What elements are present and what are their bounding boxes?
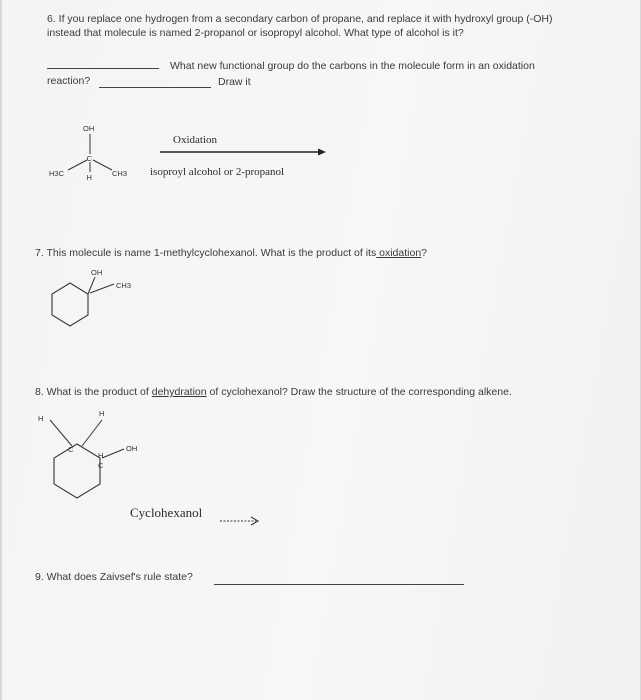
cyclohexanol-name: Cyclohexanol xyxy=(130,505,203,520)
cyclohexanol-c-left-label: C xyxy=(68,445,74,454)
isopropyl-h-label: H xyxy=(86,173,92,182)
oxidation-label: Oxidation xyxy=(173,134,217,146)
cyclohexanol-oh-label: OH xyxy=(126,444,138,453)
q8-dehydration-link: dehydration xyxy=(151,386,207,398)
isopropyl-alcohol-name: isoproyl alcohol or 2-propanol xyxy=(150,166,285,178)
worksheet-page xyxy=(2,0,640,700)
q6-draw-it: Draw it xyxy=(218,76,251,88)
isopropyl-oh-label: OH xyxy=(83,124,95,133)
cyclohexanol-h-mid-label: H xyxy=(98,451,104,460)
q7-oxidation-link: oxidation xyxy=(376,247,422,259)
q7-text-after: ? xyxy=(421,247,428,259)
q9-question: 9. What does Zaivsef's rule state? xyxy=(35,571,193,583)
methylcyclohexanol-oh-label: OH xyxy=(91,268,103,277)
dehydration-arrow xyxy=(2,0,641,700)
isopropyl-c-label: C xyxy=(86,154,92,163)
cyclohexanol-h-right-label: H xyxy=(99,409,105,418)
q8-text-after: of cyclohexanol? Draw the structure of the corresponding alkene. xyxy=(206,386,512,398)
isopropyl-h3c-label: H3C xyxy=(49,169,65,178)
isopropyl-ch3-label: CH3 xyxy=(112,169,128,178)
q6-functional-group-question: What new functional group do the carbons in the molecule form in an oxidation xyxy=(170,60,535,72)
q9-answer-blank[interactable] xyxy=(214,584,464,585)
q7-text-before: 7. This molecule is name 1-methylcyclohexanol. What is the product of its xyxy=(35,247,377,259)
q8-text-before: 8. What is the product of xyxy=(35,386,152,398)
q6-line-2: instead that molecule is named 2-propanol or isopropyl alcohol. What type of alcohol is it? xyxy=(47,27,464,39)
q6-line-1: 6. If you replace one hydrogen from a secondary carbon of propane, and replace it with hydroxyl group (-OH) xyxy=(47,13,553,25)
cyclohexanol-h-left-label: H xyxy=(38,414,44,423)
methylcyclohexanol-ch3-label: CH3 xyxy=(116,281,132,290)
q6-reaction-label: reaction? xyxy=(47,75,91,87)
cyclohexanol-c-mid-label: C xyxy=(98,461,104,470)
